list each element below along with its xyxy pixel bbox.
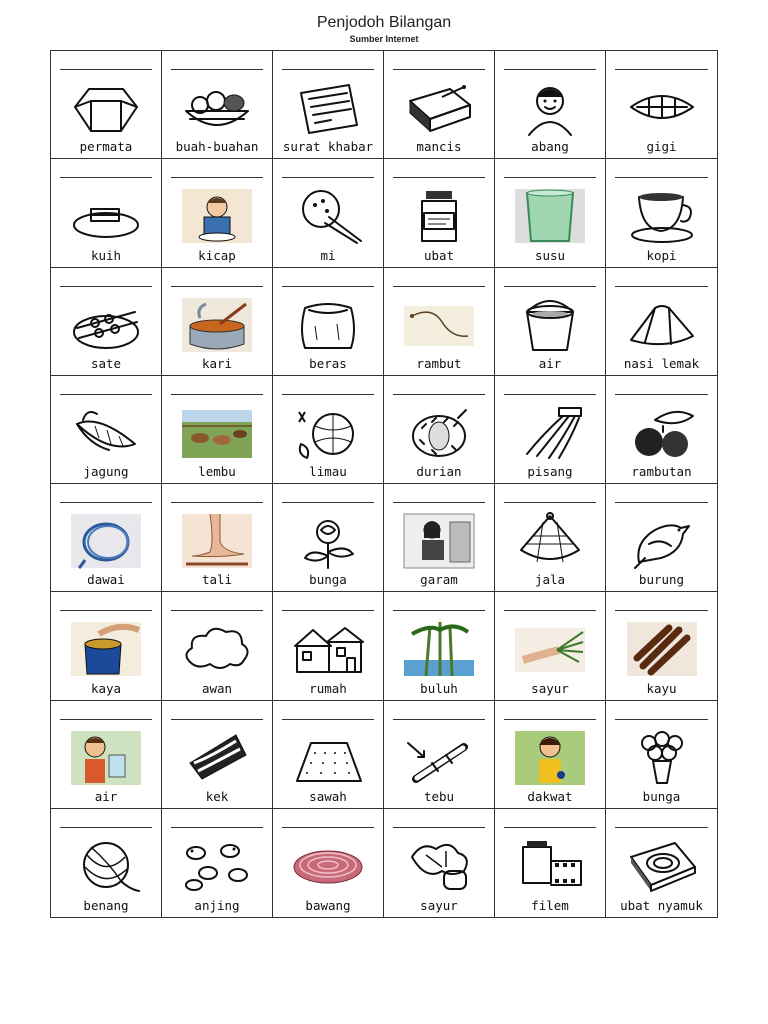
child-eating-icon bbox=[180, 187, 254, 245]
answer-blank-line bbox=[60, 502, 152, 503]
grid-cell bbox=[384, 809, 495, 917]
item-word: lembu bbox=[198, 464, 236, 479]
grid-cell bbox=[606, 592, 717, 700]
item-word: kuih bbox=[90, 247, 122, 263]
answer-blank-line bbox=[60, 177, 152, 178]
answer-blank-line bbox=[282, 69, 374, 70]
grid-cell bbox=[51, 809, 162, 917]
grid-cell bbox=[273, 592, 384, 700]
answer-blank-line bbox=[615, 827, 708, 828]
wood-log-icon bbox=[625, 620, 699, 678]
answer-blank-line bbox=[504, 610, 596, 611]
grid-cell bbox=[51, 592, 162, 700]
answer-blank-line bbox=[282, 394, 374, 395]
grid-cell bbox=[495, 159, 606, 267]
onion-slice-icon bbox=[291, 837, 365, 895]
banana-bunch-icon bbox=[513, 404, 587, 462]
answer-blank-line bbox=[282, 177, 374, 178]
answer-blank-line bbox=[171, 177, 263, 178]
salt-woman-icon bbox=[402, 512, 476, 570]
item-word: pisang bbox=[527, 464, 573, 479]
grid-cell bbox=[606, 376, 717, 484]
girl-ink-icon bbox=[513, 729, 587, 787]
page-title: Penjodoh Bilangan bbox=[316, 14, 452, 31]
item-word: permata bbox=[79, 139, 133, 155]
answer-blank-line bbox=[393, 610, 485, 611]
answer-blank-line bbox=[171, 719, 263, 720]
grid-cell bbox=[384, 51, 495, 159]
answer-blank-line bbox=[504, 177, 596, 178]
grid-cell bbox=[51, 484, 162, 592]
grid-cell bbox=[495, 484, 606, 592]
item-word: susu bbox=[534, 247, 566, 263]
grid-cell bbox=[606, 268, 717, 376]
grid-cell bbox=[384, 701, 495, 809]
answer-blank-line bbox=[393, 502, 485, 503]
grid-cell bbox=[606, 484, 717, 592]
noodle-bowl-icon bbox=[291, 187, 365, 245]
answer-blank-line bbox=[504, 394, 596, 395]
answer-blank-line bbox=[393, 719, 485, 720]
answer-blank-line bbox=[504, 827, 596, 828]
answer-blank-line bbox=[60, 69, 152, 70]
answer-blank-line bbox=[60, 719, 152, 720]
cows-field-icon bbox=[180, 404, 254, 462]
answer-blank-line bbox=[504, 69, 596, 70]
item-word: kari bbox=[201, 355, 233, 371]
grid-cell bbox=[162, 592, 273, 700]
grid-cell bbox=[273, 701, 384, 809]
newspaper-icon bbox=[291, 79, 365, 137]
water-bucket-icon bbox=[513, 296, 587, 354]
answer-blank-line bbox=[282, 286, 374, 287]
item-word: jala bbox=[534, 572, 566, 588]
fruit-basket-icon bbox=[180, 79, 254, 137]
grid-cell bbox=[273, 159, 384, 267]
coffee-cup-icon bbox=[625, 187, 699, 245]
bamboo-icon bbox=[402, 620, 476, 678]
grid-cell bbox=[273, 268, 384, 376]
item-word: air bbox=[94, 788, 118, 804]
answer-blank-line bbox=[393, 177, 485, 178]
boy-icon bbox=[513, 79, 587, 137]
grid-cell bbox=[162, 268, 273, 376]
grid-cell bbox=[606, 159, 717, 267]
answer-blank-line bbox=[60, 827, 152, 828]
grid-cell bbox=[51, 51, 162, 159]
answer-blank-line bbox=[282, 719, 374, 720]
grid-cell bbox=[495, 376, 606, 484]
item-word: sayur bbox=[420, 898, 458, 913]
yarn-ball-icon bbox=[69, 837, 143, 895]
grid-cell bbox=[384, 376, 495, 484]
item-word: sate bbox=[90, 355, 122, 371]
house-row-icon bbox=[291, 620, 365, 678]
answer-blank-line bbox=[393, 286, 485, 287]
answer-blank-line bbox=[171, 394, 263, 395]
answer-blank-line bbox=[171, 502, 263, 503]
flower-bouquet-icon bbox=[625, 729, 699, 787]
grid-cell bbox=[51, 701, 162, 809]
teeth-icon bbox=[625, 79, 699, 137]
curry-pot-icon bbox=[180, 296, 254, 354]
answer-blank-line bbox=[282, 610, 374, 611]
answer-blank-line bbox=[615, 719, 708, 720]
item-word: air bbox=[538, 355, 562, 371]
item-word: burung bbox=[638, 572, 685, 588]
grid-cell bbox=[384, 159, 495, 267]
answer-blank-line bbox=[615, 286, 708, 287]
grid-cell bbox=[51, 376, 162, 484]
cake-slice-icon bbox=[180, 729, 254, 787]
answer-blank-line bbox=[504, 719, 596, 720]
grid-cell bbox=[273, 51, 384, 159]
grid-cell bbox=[384, 268, 495, 376]
grid-cell bbox=[51, 268, 162, 376]
grid-cell bbox=[273, 809, 384, 917]
grid-cell bbox=[495, 592, 606, 700]
grid-cell bbox=[606, 51, 717, 159]
answer-blank-line bbox=[504, 502, 596, 503]
item-word: kicap bbox=[198, 247, 236, 263]
answer-blank-line bbox=[615, 177, 708, 178]
grid-cell bbox=[606, 701, 717, 809]
vegetable-bunch-icon bbox=[513, 620, 587, 678]
item-word: filem bbox=[531, 898, 569, 913]
grid-cell bbox=[273, 376, 384, 484]
sugarcane-icon bbox=[402, 729, 476, 787]
answer-blank-line bbox=[282, 827, 374, 828]
film-roll-icon bbox=[513, 837, 587, 895]
cake-plate-icon bbox=[69, 187, 143, 245]
wire-coil-icon bbox=[69, 512, 143, 570]
word-grid bbox=[50, 50, 718, 918]
item-word: mi bbox=[320, 247, 336, 263]
grid-cell bbox=[162, 484, 273, 592]
corn-icon bbox=[69, 404, 143, 462]
nasi-lemak-pack-icon bbox=[625, 296, 699, 354]
item-word: kaya bbox=[90, 680, 122, 696]
boy-drinking-icon bbox=[69, 729, 143, 787]
item-word: awan bbox=[201, 680, 233, 696]
item-word: tali bbox=[201, 572, 233, 588]
item-word: kek bbox=[205, 788, 229, 804]
grid-cell bbox=[273, 484, 384, 592]
answer-blank-line bbox=[171, 286, 263, 287]
item-word: benang bbox=[83, 898, 129, 913]
item-word: bunga bbox=[309, 572, 347, 588]
item-word: kayu bbox=[646, 680, 677, 696]
answer-blank-line bbox=[615, 69, 708, 70]
answer-blank-line bbox=[60, 394, 152, 395]
answer-blank-line bbox=[393, 69, 485, 70]
answer-blank-line bbox=[171, 69, 263, 70]
rice-sack-icon bbox=[291, 296, 365, 354]
item-word: ubat bbox=[423, 247, 455, 263]
grid-cell bbox=[384, 484, 495, 592]
rambutan-icon bbox=[625, 404, 699, 462]
grid-cell bbox=[495, 51, 606, 159]
answer-blank-line bbox=[615, 502, 708, 503]
bird-icon bbox=[625, 512, 699, 570]
item-word: abang bbox=[531, 139, 569, 155]
paddy-field-icon bbox=[291, 729, 365, 787]
answer-blank-line bbox=[504, 286, 596, 287]
answer-blank-line bbox=[60, 286, 152, 287]
item-word: tebu bbox=[423, 788, 455, 804]
dogs-icon bbox=[180, 837, 254, 895]
matchbox-icon bbox=[402, 79, 476, 137]
satay-icon bbox=[69, 296, 143, 354]
item-word: rumah bbox=[309, 680, 347, 696]
orange-icon bbox=[291, 404, 365, 462]
item-word: anjing bbox=[194, 898, 240, 913]
answer-blank-line bbox=[393, 827, 485, 828]
item-word: mancis bbox=[416, 139, 462, 155]
item-word: sawah bbox=[309, 788, 347, 804]
answer-blank-line bbox=[282, 502, 374, 503]
item-word: bawang bbox=[305, 898, 351, 913]
grid-cell bbox=[51, 159, 162, 267]
item-word: nasi lemak bbox=[623, 355, 700, 371]
fishing-net-icon bbox=[513, 512, 587, 570]
leafy-vegetable-icon bbox=[402, 837, 476, 895]
item-word: jagung bbox=[83, 464, 129, 479]
item-word: buah-buahan bbox=[175, 139, 259, 155]
item-word: beras bbox=[309, 355, 347, 371]
item-word: rambutan bbox=[631, 464, 692, 479]
grid-cell bbox=[162, 159, 273, 267]
grid-cell bbox=[384, 592, 495, 700]
rose-icon bbox=[291, 512, 365, 570]
grid-cell bbox=[162, 376, 273, 484]
gem-icon bbox=[69, 79, 143, 137]
item-word: garam bbox=[420, 572, 458, 588]
answer-blank-line bbox=[171, 827, 263, 828]
grid-cell bbox=[162, 701, 273, 809]
answer-blank-line bbox=[60, 610, 152, 611]
grid-cell bbox=[495, 701, 606, 809]
item-word: gigi bbox=[646, 139, 677, 155]
grid-cell bbox=[162, 809, 273, 917]
grid-cell bbox=[162, 51, 273, 159]
item-word: ubat nyamuk bbox=[620, 898, 703, 913]
durian-icon bbox=[402, 404, 476, 462]
grid-cell bbox=[495, 809, 606, 917]
answer-blank-line bbox=[171, 610, 263, 611]
item-word: rambut bbox=[416, 355, 462, 371]
item-word: dakwat bbox=[527, 788, 573, 804]
item-word: durian bbox=[416, 464, 462, 479]
answer-blank-line bbox=[615, 610, 708, 611]
item-word: buluh bbox=[420, 680, 458, 696]
rope-hand-icon bbox=[180, 512, 254, 570]
item-word: bunga bbox=[642, 788, 681, 804]
item-word: limau bbox=[309, 464, 347, 479]
grid-cell bbox=[606, 809, 717, 917]
page-subtitle: Sumber Internet bbox=[349, 34, 419, 44]
kaya-jar-icon bbox=[69, 620, 143, 678]
item-word: dawai bbox=[87, 572, 125, 588]
item-word: sayur bbox=[531, 680, 569, 696]
item-word: surat khabar bbox=[282, 139, 374, 155]
answer-blank-line bbox=[393, 394, 485, 395]
mosquito-coil-icon bbox=[625, 837, 699, 895]
grid-cell bbox=[495, 268, 606, 376]
answer-blank-line bbox=[615, 394, 708, 395]
item-word: kopi bbox=[646, 247, 677, 263]
milk-glass-icon bbox=[513, 187, 587, 245]
hair-strand-icon bbox=[402, 296, 476, 354]
medicine-bottle-icon bbox=[402, 187, 476, 245]
cloud-icon bbox=[180, 620, 254, 678]
